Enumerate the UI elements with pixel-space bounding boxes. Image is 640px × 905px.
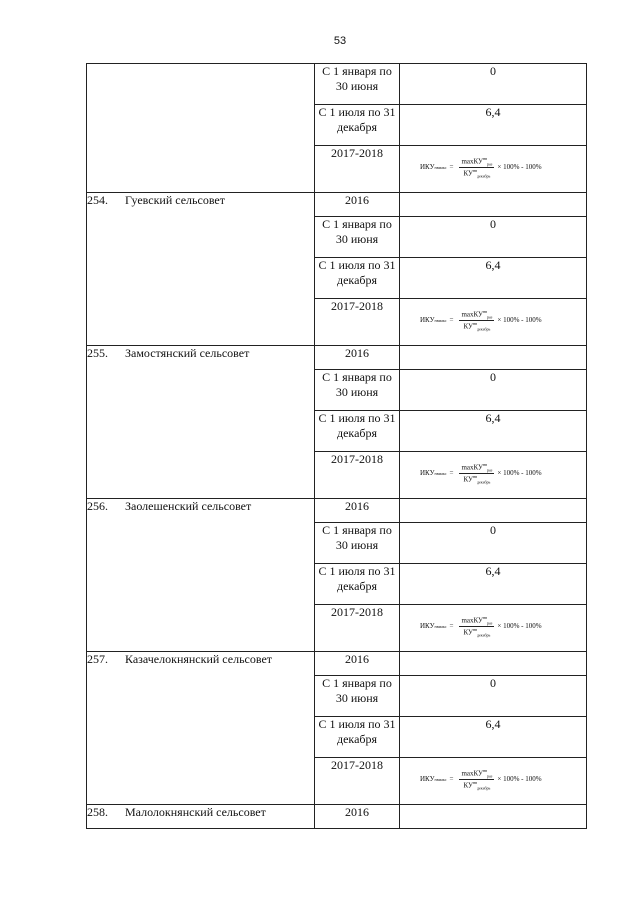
settlements-table <box>86 63 587 829</box>
period-cell: 2016 <box>315 805 400 829</box>
value-cell: 6,4 <box>400 105 587 146</box>
settlement-cell: 255. Замостянский сельсовет <box>87 346 315 499</box>
value-cell: 6,4 <box>400 564 587 605</box>
formula-fraction: $\frac{\max КУ^{нв}_{раз}}{КУ^{нв}_{декабрь}}$ <box>461 462 493 485</box>
formula: ИКУ нв макс = $\frac{\max КУ^{нв}_{раз}}{КУ^{нв}_{декабрь}}$ × 100% - 100% <box>420 156 542 179</box>
settlement-cell: 256. Заолешенский сельсовет <box>87 499 315 652</box>
table-row <box>87 193 587 217</box>
formula-fraction: $\frac{\max КУ^{нв}_{раз}}{КУ^{нв}_{декабрь}}$ <box>461 156 493 179</box>
formula-fraction: $\frac{\max КУ^{нв}_{раз}}{КУ^{нв}_{декабрь}}$ <box>461 615 493 638</box>
period-cell: 2016 <box>315 193 400 217</box>
value-cell <box>400 193 587 217</box>
formula-fraction: $\frac{\max КУ^{нв}_{раз}}{КУ^{нв}_{декабрь}}$ <box>461 309 493 332</box>
value-cell: 6,4 <box>400 411 587 452</box>
formula: ИКУ нв макс = $\frac{\max КУ^{нв}_{раз}}{КУ^{нв}_{декабрь}}$ × 100% - 100% <box>420 615 542 638</box>
value-cell <box>400 652 587 676</box>
settlement-cell: 254. Гуевский сельсовет <box>87 193 315 346</box>
value-cell: 6,4 <box>400 258 587 299</box>
value-cell: 0 <box>400 676 587 717</box>
formula-cell <box>400 146 587 193</box>
formula: ИКУ нв макс = $\frac{\max КУ^{нв}_{раз}}{КУ^{нв}_{декабрь}}$ × 100% - 100% <box>420 462 542 485</box>
period-cell: 2017-2018 <box>315 605 400 652</box>
period-cell: С 1 января по 30 июня <box>315 217 400 258</box>
table-row <box>87 346 587 370</box>
value-cell: 0 <box>400 64 587 105</box>
period-cell: С 1 января по 30 июня <box>315 64 400 105</box>
page-number: 53 <box>333 35 347 47</box>
value-cell <box>400 499 587 523</box>
period-cell: С 1 июля по 31 декабря <box>315 258 400 299</box>
settlement-cell <box>87 64 315 193</box>
value-cell: 0 <box>400 370 587 411</box>
settlement-cell: 258. Малолокнянский сельсовет <box>87 805 315 829</box>
period-cell: 2016 <box>315 346 400 370</box>
formula-cell <box>400 605 587 652</box>
period-cell: 2017-2018 <box>315 452 400 499</box>
period-cell: С 1 июля по 31 декабря <box>315 105 400 146</box>
value-cell: 0 <box>400 217 587 258</box>
formula-fraction: $\frac{\max КУ^{нв}_{раз}}{КУ^{нв}_{декабрь}}$ <box>461 768 493 791</box>
settlement-cell: 257. Казачелокнянский сельсовет <box>87 652 315 805</box>
table-row <box>87 499 587 523</box>
formula: ИКУ нв макс = $\frac{\max КУ^{нв}_{раз}}{КУ^{нв}_{декабрь}}$ × 100% - 100% <box>420 309 542 332</box>
period-cell: 2016 <box>315 652 400 676</box>
period-cell: С 1 июля по 31 декабря <box>315 564 400 605</box>
period-cell: 2017-2018 <box>315 299 400 346</box>
period-cell: С 1 июля по 31 декабря <box>315 411 400 452</box>
value-cell: 6,4 <box>400 717 587 758</box>
value-cell <box>400 346 587 370</box>
table-row <box>87 64 587 105</box>
table-row <box>87 652 587 676</box>
period-cell: С 1 января по 30 июня <box>315 370 400 411</box>
period-cell: 2016 <box>315 499 400 523</box>
value-cell <box>400 805 587 829</box>
period-cell: С 1 января по 30 июня <box>315 676 400 717</box>
period-cell: С 1 июля по 31 декабря <box>315 717 400 758</box>
period-cell: С 1 января по 30 июня <box>315 523 400 564</box>
value-cell: 0 <box>400 523 587 564</box>
formula-cell <box>400 452 587 499</box>
period-cell: 2017-2018 <box>315 146 400 193</box>
formula-cell <box>400 299 587 346</box>
table-row <box>87 805 587 829</box>
formula-cell <box>400 758 587 805</box>
formula: ИКУ нв макс = $\frac{\max КУ^{нв}_{раз}}{КУ^{нв}_{декабрь}}$ × 100% - 100% <box>420 768 542 791</box>
period-cell: 2017-2018 <box>315 758 400 805</box>
